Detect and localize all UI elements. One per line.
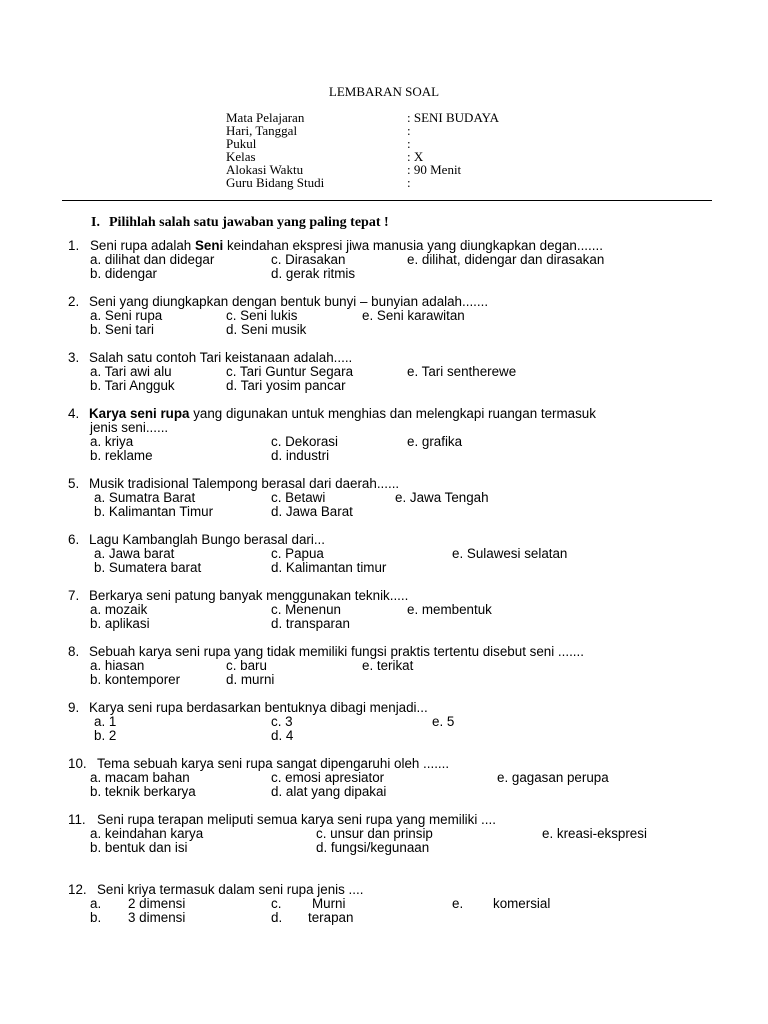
option-c-letter: c. <box>271 896 282 911</box>
option-e[interactable]: e. terikat <box>362 658 414 673</box>
question-text: Sebuah karya seni rupa yang tidak memiliki fungsi praktis tertentu disebut seni ....... <box>89 644 584 659</box>
info-label: Guru Bidang Studi <box>226 175 325 190</box>
question-text: Seni yang diungkapkan dengan bentuk bunyi – bunyian adalah....... <box>89 294 489 309</box>
question-text-line2: jenis seni...... <box>90 420 169 435</box>
option-c[interactable]: c. Betawi <box>271 490 326 505</box>
question-number: 5. <box>68 476 80 491</box>
option-b[interactable]: b. Sumatera barat <box>94 560 202 575</box>
option-b[interactable]: b. Kalimantan Timur <box>94 504 214 519</box>
question-text: Seni rupa adalah Seni keindahan ekspresi jiwa manusia yang diungkapkan degan....... <box>90 238 603 253</box>
info-value: : SENI BUDAYA <box>407 110 499 125</box>
option-d[interactable]: d. Jawa Barat <box>271 504 353 519</box>
info-value: : X <box>407 149 424 164</box>
option-b[interactable]: b. aplikasi <box>90 616 150 631</box>
question-text: Lagu Kambanglah Bungo berasal dari... <box>89 532 325 547</box>
option-e[interactable]: e. membentuk <box>407 602 492 617</box>
option-c[interactable]: c. Seni lukis <box>226 308 298 323</box>
option-c[interactable]: c. Dirasakan <box>271 252 346 267</box>
option-a[interactable]: a. 1 <box>94 714 117 729</box>
option-a[interactable]: a. Sumatra Barat <box>94 490 196 505</box>
option-b[interactable]: b. kontemporer <box>90 672 181 687</box>
question-number: 4. <box>68 406 80 421</box>
question-text: Salah satu contoh Tari keistanaan adalah..... <box>89 350 353 365</box>
option-d[interactable]: d. Seni musik <box>226 322 307 337</box>
option-e[interactable]: e. dilihat, didengar dan dirasakan <box>407 252 605 267</box>
option-a[interactable]: 2 dimensi <box>128 896 186 911</box>
question-text: Berkarya seni patung banyak menggunakan teknik..... <box>89 588 409 603</box>
question-text: Seni rupa terapan meliputi semua karya seni rupa yang memiliki .... <box>97 812 496 827</box>
question-number: 9. <box>68 700 80 715</box>
option-a[interactable]: a. kriya <box>90 434 134 449</box>
option-a[interactable]: a. hiasan <box>90 658 145 673</box>
option-a[interactable]: a. macam bahan <box>90 770 190 785</box>
option-e[interactable]: e. grafika <box>407 434 463 449</box>
question-text: Seni kriya termasuk dalam seni rupa jenis .... <box>97 882 364 897</box>
option-c[interactable]: c. Papua <box>271 546 324 561</box>
question-text: Karya seni rupa berdasarkan bentuknya dibagi menjadi... <box>89 700 428 715</box>
question-number: 7. <box>68 588 80 603</box>
option-d[interactable]: d. Tari yosim pancar <box>226 378 346 393</box>
section-text: Pilihlah salah satu jawaban yang paling tepat ! <box>109 215 389 230</box>
option-d[interactable]: d. gerak ritmis <box>271 266 356 281</box>
option-e[interactable]: e. gagasan perupa <box>497 770 609 785</box>
question-number: 10. <box>68 756 87 771</box>
option-d[interactable]: terapan <box>308 910 354 925</box>
option-a[interactable]: a. keindahan karya <box>90 826 204 841</box>
option-e[interactable]: e. Tari sentherewe <box>407 364 517 379</box>
option-d[interactable]: d. murni <box>226 672 275 687</box>
option-b[interactable]: b. Seni tari <box>90 322 155 337</box>
option-b[interactable]: b. teknik berkarya <box>90 784 196 799</box>
info-label: Alokasi Waktu <box>226 162 304 177</box>
option-a[interactable]: a. mozaik <box>90 602 148 617</box>
option-d[interactable]: d. Kalimantan timur <box>271 560 387 575</box>
question-text: Tema sebuah karya seni rupa sangat dipengaruhi oleh ....... <box>97 756 450 771</box>
info-label: Kelas <box>226 149 256 164</box>
info-value: : 90 Menit <box>407 162 462 177</box>
option-a[interactable]: a. Tari awi alu <box>90 364 172 379</box>
page-title: LEMBARAN SOAL <box>328 84 440 99</box>
option-a[interactable]: a. Seni rupa <box>90 308 163 323</box>
info-label: Mata Pelajaran <box>226 110 305 125</box>
info-value: : <box>407 175 411 190</box>
question-number: 8. <box>68 644 80 659</box>
option-d-letter: d. <box>271 910 283 925</box>
question-number: 11. <box>68 812 86 827</box>
info-value: : <box>407 136 411 151</box>
header-divider <box>62 200 712 201</box>
option-b[interactable]: b. didengar <box>90 266 158 281</box>
option-c[interactable]: Murni <box>312 896 346 911</box>
option-c[interactable]: c. Tari Guntur Segara <box>226 364 354 379</box>
option-c[interactable]: c. unsur dan prinsip <box>316 826 433 841</box>
section-number: I. <box>91 215 100 230</box>
option-e[interactable]: e. Seni karawitan <box>362 308 465 323</box>
option-d[interactable]: d. alat yang dipakai <box>271 784 387 799</box>
option-c[interactable]: c. baru <box>226 658 267 673</box>
option-d[interactable]: d. industri <box>271 448 330 463</box>
question-number: 6. <box>68 532 80 547</box>
info-label: Hari, Tanggal <box>226 123 298 138</box>
option-c[interactable]: c. Menenun <box>271 602 341 617</box>
option-b[interactable]: b. bentuk dan isi <box>90 840 188 855</box>
option-d[interactable]: d. transparan <box>271 616 350 631</box>
option-c[interactable]: c. 3 <box>271 714 293 729</box>
option-b-letter: b. <box>90 910 102 925</box>
option-e-letter: e. <box>452 896 464 911</box>
option-e[interactable]: e. 5 <box>432 714 455 729</box>
option-b[interactable]: b. 2 <box>94 728 117 743</box>
option-b[interactable]: 3 dimensi <box>128 910 186 925</box>
question-text: Karya seni rupa yang digunakan untuk menghias dan melengkapi ruangan termasuk <box>89 406 596 421</box>
option-c[interactable]: c. Dekorasi <box>271 434 338 449</box>
option-e[interactable]: e. kreasi-ekspresi <box>542 826 647 841</box>
question-number: 1. <box>68 238 80 253</box>
question-number: 3. <box>68 350 80 365</box>
option-a[interactable]: a. Jawa barat <box>94 546 175 561</box>
info-label: Pukul <box>226 136 257 151</box>
option-a[interactable]: a. dilihat dan didegar <box>90 252 215 267</box>
option-e[interactable]: komersial <box>493 896 551 911</box>
question-number: 12. <box>68 882 87 897</box>
option-c[interactable]: c. emosi apresiator <box>271 770 385 785</box>
option-a-letter: a. <box>90 896 102 911</box>
option-b[interactable]: b. Tari Angguk <box>90 378 175 393</box>
question-number: 2. <box>68 294 80 309</box>
info-value: : <box>407 123 411 138</box>
option-e[interactable]: e. Sulawesi selatan <box>452 546 568 561</box>
option-d[interactable]: d. 4 <box>271 728 294 743</box>
question-text: Musik tradisional Talempong berasal dari daerah...... <box>89 476 400 491</box>
option-d[interactable]: d. fungsi/kegunaan <box>316 840 430 855</box>
option-e[interactable]: e. Jawa Tengah <box>395 490 489 505</box>
option-b[interactable]: b. reklame <box>90 448 153 463</box>
